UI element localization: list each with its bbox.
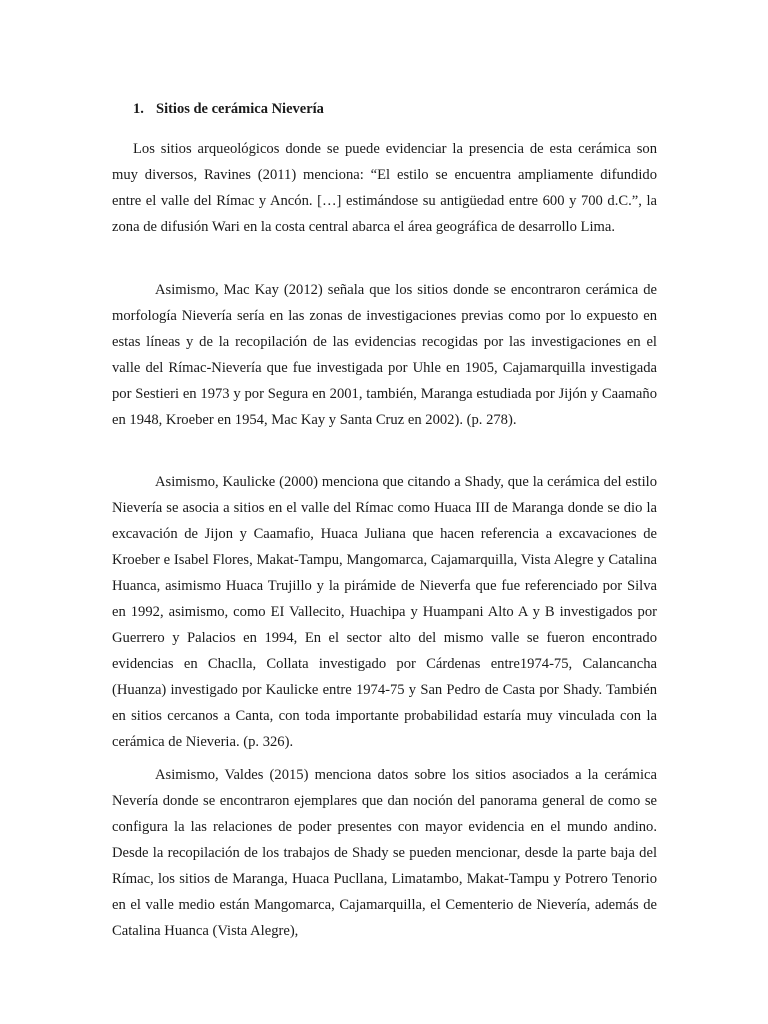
section-title: Sitios de cerámica Nievería: [156, 101, 324, 117]
paragraph-1: Los sitios arqueológicos donde se puede evidenciar la presencia de esta cerámica son muy diversos, Ravines (2011) menciona: “El estilo se encuentra ampliamente difundido entre el valle del Rímac y Ancón. […] estimándose su antigüedad entre 600 y 700 d.C.”, la zona de difusión Wari en la costa central abarca el área geográfica de desarrollo Lima.: [112, 141, 657, 235]
paragraph-3: Asimismo, Kaulicke (2000) menciona que citando a Shady, que la cerámica del estilo Nievería se asocia a sitios en el valle del Rímac como Huaca III de Maranga donde se dio la excavación de Jijon y Caamafio, Huaca Juliana que hacen referencia a excavaciones de Kroeber e Isabel Flores, Makat-Tampu, Mangomarca, Cajamarquilla, Vista Alegre y Catalina Huanca, asimismo Huaca Trujillo y la pirámide de Nieverfa que fue referenciado por Silva en 1992, asimismo, como EI Vallecito, Huachipa y Huampani Alto A y B investigados por Guerrero y Palacios en 1994, En el sector alto del mismo valle se fueron encontrado evidencias en Chaclla, Collata investigado por Cárdenas entre1974-75, Calancancha (Huanza) investigado por Kaulicke entre 1974-75 y San Pedro de Casta por Shady. También en sitios cercanos a Canta, con toda importante probabilidad estaría muy vinculada con la cerámica de Nieveria. (p. 326).: [112, 474, 657, 750]
section-number: 1.: [133, 101, 144, 117]
paragraph-4: Asimismo, Valdes (2015) menciona datos sobre los sitios asociados a la cerámica Nevería donde se encontraron ejemplares que dan noción del panorama general de como se configura la las relaciones de poder presentes con mayor evidencia en el mundo andino. Desde la recopilación de los trabajos de Shady se pueden mencionar, desde la parte baja del Rímac, los sitios de Maranga, Huaca Pucllana, Limatambo, Makat-Tampu y Potrero Tenorio en el valle medio están Mangomarca, Cajamarquilla, el Cementerio de Nievería, además de Catalina Huanca (Vista Alegre),: [112, 767, 657, 939]
section-heading: [133, 99, 324, 119]
paragraph-2: Asimismo, Mac Kay (2012) señala que los sitios donde se encontraron cerámica de morfología Nievería sería en las zonas de investigaciones previas como por lo expuesto en estas líneas y de la recopilación de las evidencias recogidas por las investigaciones en el valle del Rímac-Nievería que fue investigada por Uhle en 1905, Cajamarquilla investigada por Sestieri en 1973 y por Segura en 2001, también, Maranga estudiada por Jijón y Caamaño en 1948, Kroeber en 1954, Mac Kay y Santa Cruz en 2002). (p. 278).: [112, 282, 657, 428]
